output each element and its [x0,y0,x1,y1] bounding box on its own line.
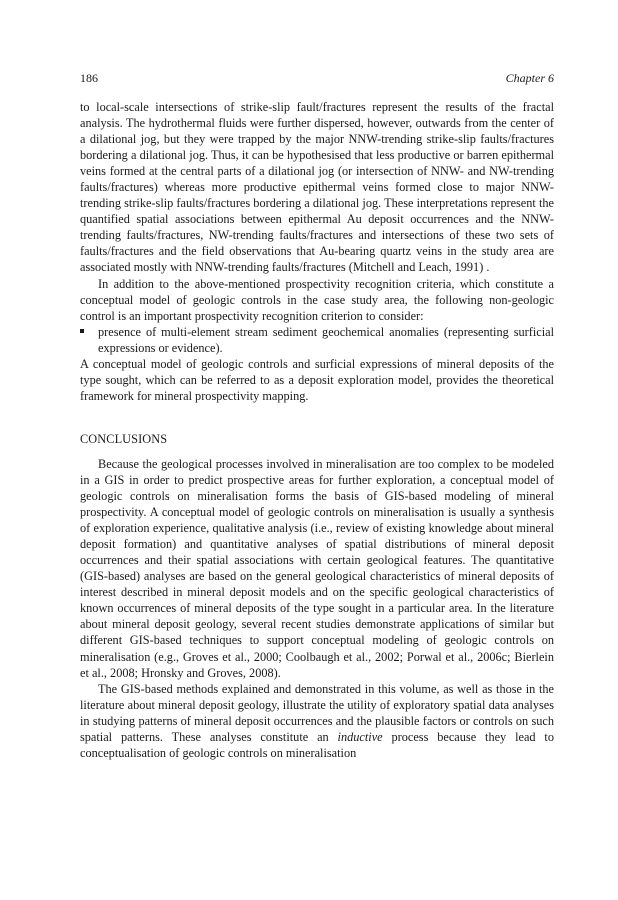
section-heading: CONCLUSIONS [80,431,168,446]
bullet-list [80,324,554,356]
paragraph-criteria-intro: In addition to the above-mentioned prospectivity recognition criteria, which constitute a conceptual model of geologic controls in the case study area, the following non-geologic control is an important prospectivity recognition criterion to consider: [80,276,554,323]
paragraph-conclusions-2-start: The GIS-based methods explained and demonstrated in this volume, as well as those in the literature about mineral deposit geology, illustrate the utility of exploratory spatial data analyses in studying patterns of mineral deposit occurrences and the plausible factors or controls on such spatial patterns. These analyses constitute an [80,681,554,744]
square-bullet-icon [80,329,84,333]
paragraph-conclusions-1: Because the geological processes involved in mineralisation are too complex to be modeled in a GIS in order to predict prospective areas for further exploration, a conceptual model of geologic controls on mineralisation forms the basis of GIS-based modeling of mineral prospectivity. A conceptual model of geologic controls on mineralisation is usually a synthesis of exploration experience, qualitative analysis (i.e., review of existing knowledge about mineral deposit formation) and quantitative analyses of spatial distributions of mineral deposit occurrences and their spatial associations with certain geological features. The quantitative (GIS-based) analyses are based on the general geological characteristics of mineral deposits of interest described in mineral deposit models and on the specific geological characteristics of known occurrences of mineral deposits of the type sought in a particular area. In the literature about mineral deposit geology, several recent studies demonstrate applications of similar but different GIS-based techniques to support conceptual modeling of geologic controls on mineralisation (e.g., Groves et al., 2000; Coolbaugh et al., 2002; Porwal et al., 2006c; Bierlein et al., 2008; Hronsky and Groves, 2008). [80,456,554,680]
bullet-item [80,324,554,356]
italic-term: inductive [337,729,383,744]
bullet-text: presence of multi-element stream sediment geochemical anomalies (representing surficial expressions or evidence). [98,324,554,355]
paragraph-conclusions-2 [80,681,554,761]
body-text [80,99,554,761]
chapter-label: Chapter 6 [505,71,554,85]
page-number: 186 [80,71,98,85]
paragraph-conclusions-2-end: process because they lead to conceptualisation of geologic controls on mineralisation [80,729,554,760]
running-header [80,71,554,85]
paragraph-exploration-model: A conceptual model of geologic controls and surficial expressions of mineral deposits of the type sought, which can be referred to as a deposit exploration model, provides the theoretical framework for mineral prospectivity mapping. [80,356,554,403]
paragraph-continued: to local-scale intersections of strike-slip fault/fractures represent the results of the fractal analysis. The hydrothermal fluids were further dispersed, however, outwards from the center of a dilational jog, but they were trapped by the major NNW-trending strike-slip faults/fractures bordering a dilational jog. Thus, it can be hypothesised that less productive or barren epithermal veins formed at the central parts of a dilational jog (or intersection of NNW- and NW-trending faults/fractures) whereas more productive epithermal veins formed close to major NNW-trending strike-slip faults/fractures bordering a dilational jog. These interpretations represent the quantified spatial associations between epithermal Au deposit occurrences and the NNW-trending faults/fractures, NW-trending faults/fractures and intersections of these two sets of faults/fractures and the field observations that Au-bearing quartz veins in the study area are associated mostly with NNW-trending faults/fractures (Mitchell and Leach, 1991) . [80,100,554,275]
